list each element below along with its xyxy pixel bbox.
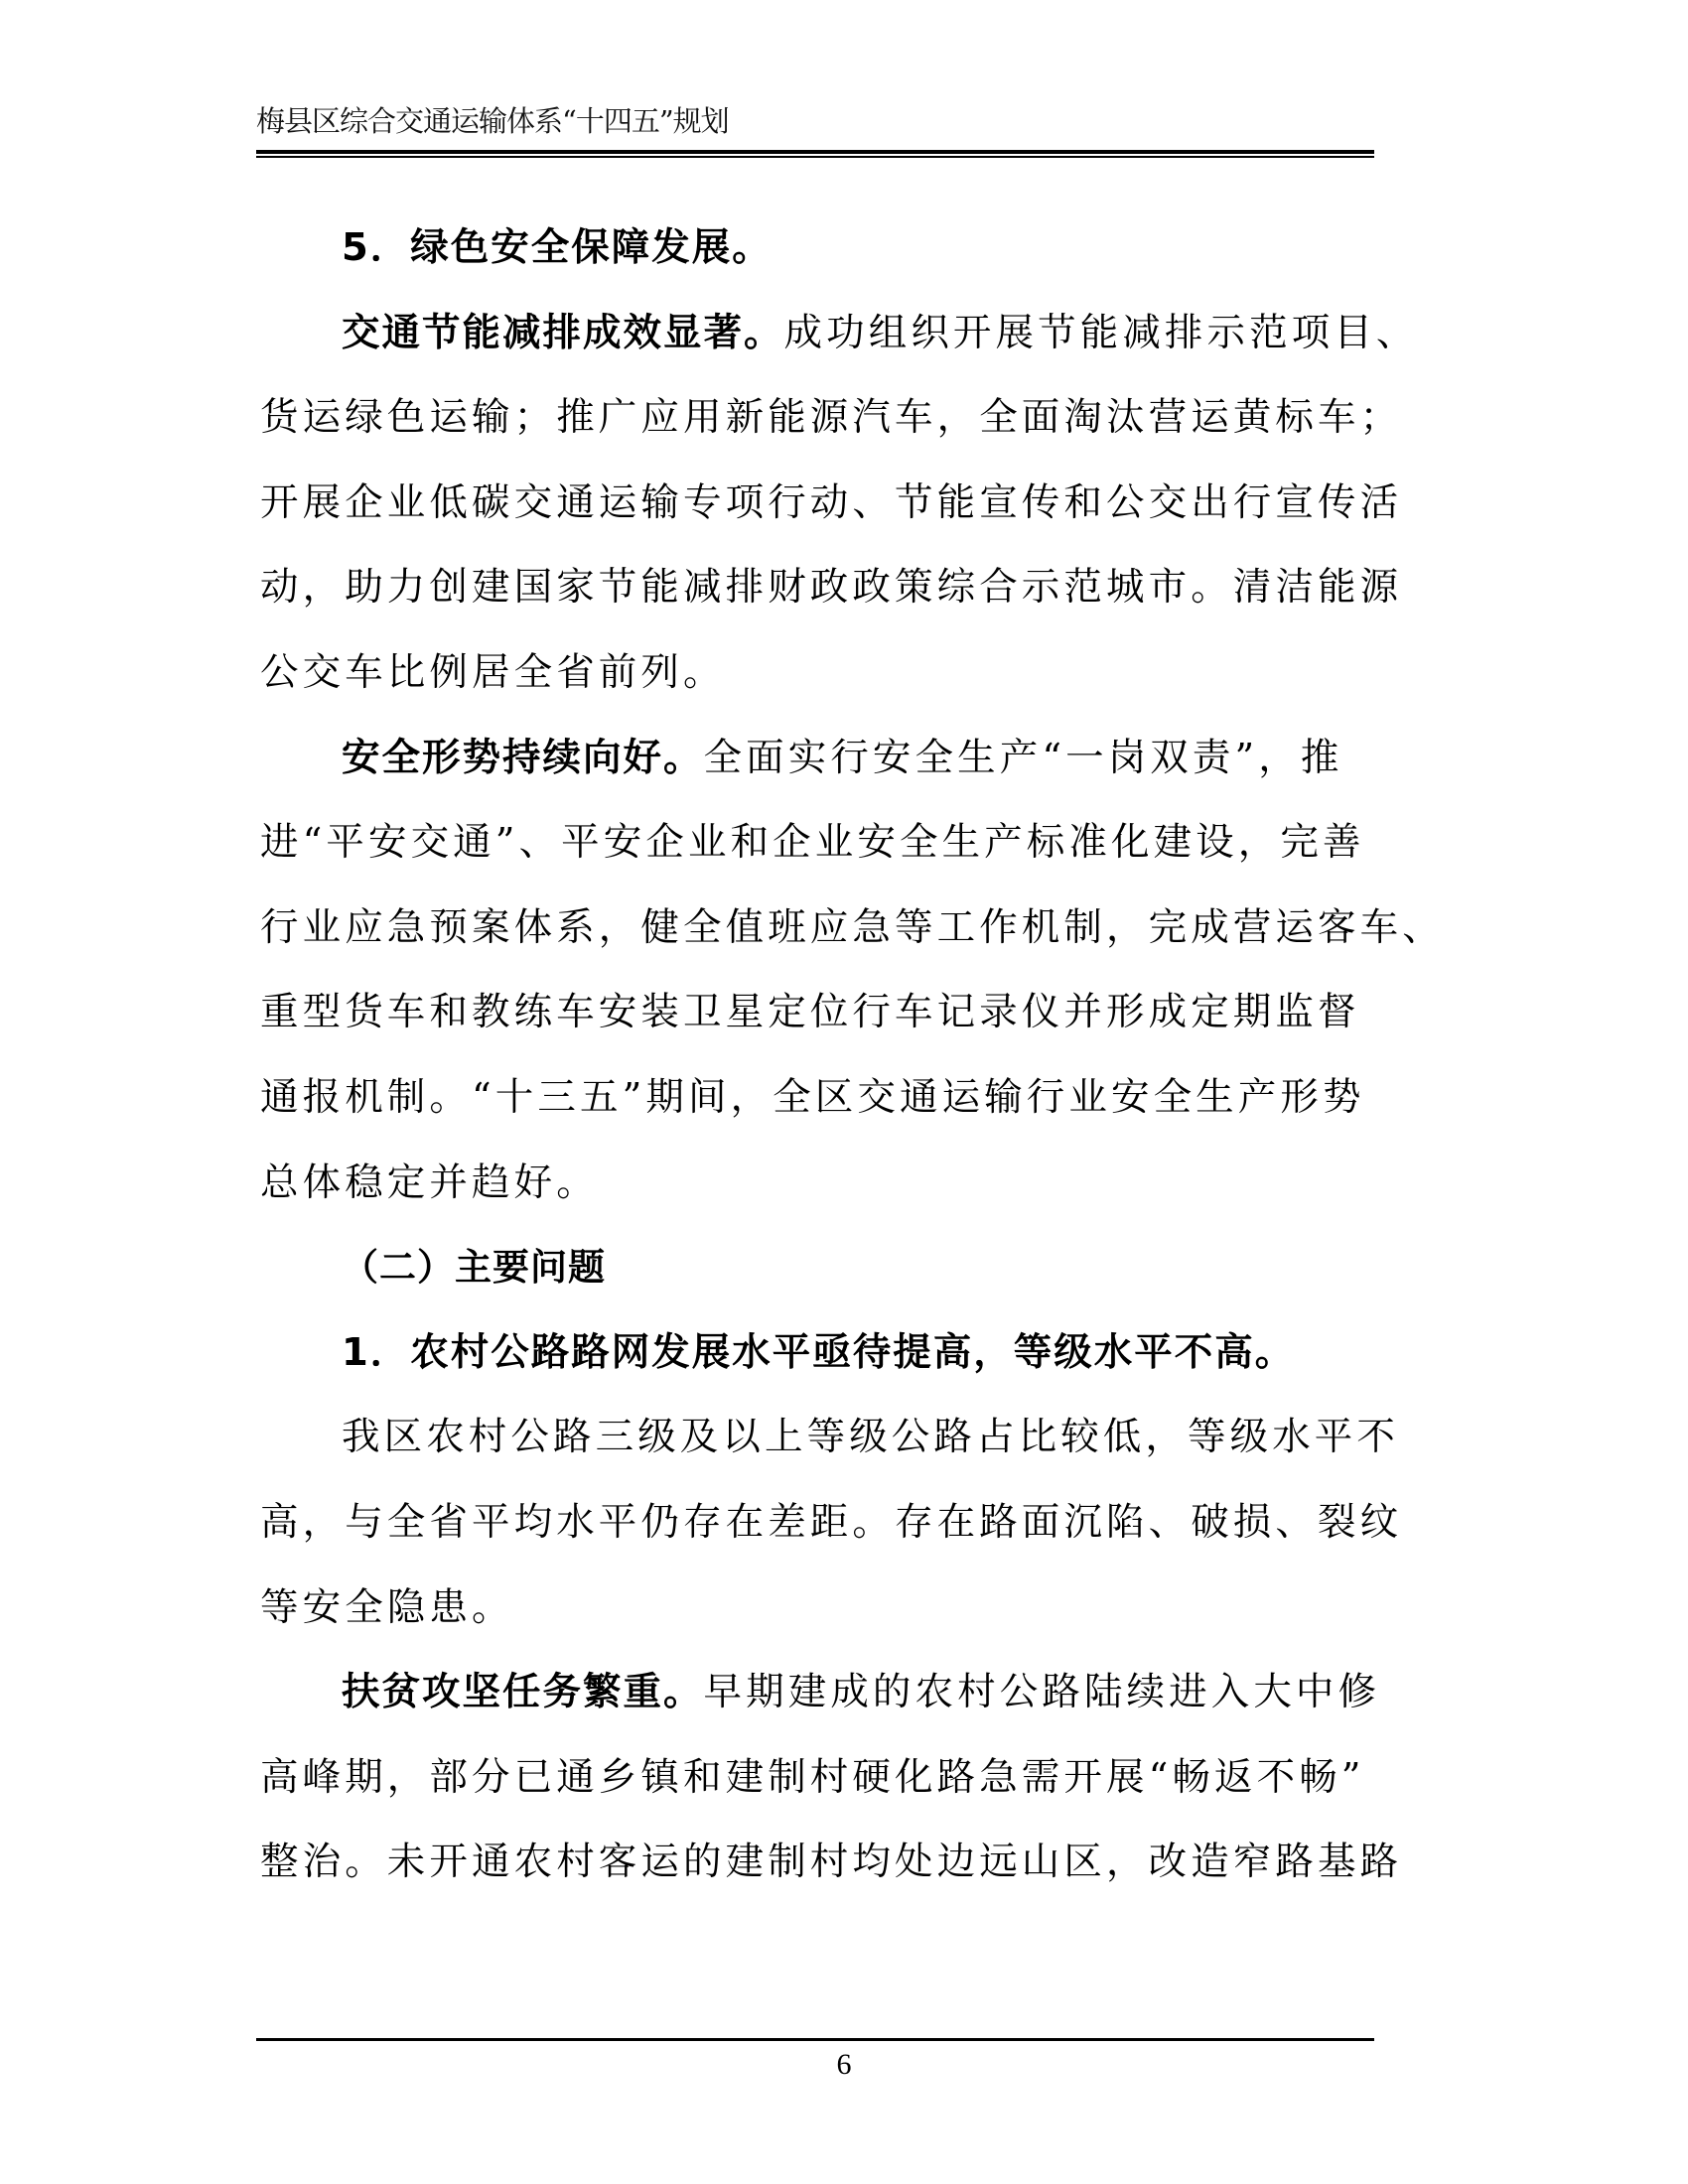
paragraph-text: 成功组织开展节能减排示范项目、	[783, 310, 1419, 355]
running-header: 梅县区综合交通运输体系“十四五”规划	[256, 104, 729, 138]
paragraph-line: 高峰期，部分已通乡镇和建制村硬化路急需开展“畅返不畅”	[260, 1754, 1365, 1800]
paragraph-text: 全面实行安全生产“一岗双责”，推	[703, 735, 1343, 780]
paragraph-line: 高，与全省平均水平仍存在差距。存在路面沉陷、破损、裂纹	[260, 1499, 1403, 1545]
paragraph-line: 进“平安交通”、平安企业和企业安全生产标准化建设，完善	[260, 820, 1365, 866]
page-number: 6	[836, 2048, 852, 2081]
paragraph-line: 货运绿色运输；推广应用新能源汽车，全面淘汰营运黄标车；	[260, 395, 1403, 441]
footer-rule	[256, 2038, 1374, 2041]
paragraph-poverty-line-1	[260, 1650, 1381, 1735]
paragraph-line: 总体稳定并趋好。	[260, 1160, 599, 1205]
paragraph-lead-energy: 交通节能减排成效显著。	[342, 310, 784, 355]
paragraph-line: 开展企业低碳交通运输专项行动、节能宣传和公交出行宣传活	[260, 479, 1403, 525]
paragraph-lead-poverty: 扶贫攻坚任务繁重。	[342, 1670, 704, 1715]
paragraph-line: 通报机制。“十三五”期间，全区交通运输行业安全生产形势	[260, 1074, 1365, 1120]
paragraph-safety-line-1	[260, 716, 1368, 801]
paragraph-lead-safety: 安全形势持续向好。	[342, 735, 704, 780]
paragraph-line: 公交车比例居全省前列。	[260, 649, 726, 695]
paragraph-text: 早期建成的农村公路陆续进入大中修	[703, 1670, 1381, 1715]
paragraph-line: 整治。未开通农村客运的建制村均处边远山区，改造窄路基路	[260, 1840, 1403, 1885]
paragraph-line: 重型货车和教练车安装卫星定位行车记录仪并形成定期监督	[260, 990, 1360, 1035]
heading-rural-roads: 1．农村公路路网发展水平亟待提高，等级水平不高。	[342, 1329, 1296, 1375]
paragraph-energy-line-1	[260, 291, 1419, 376]
paragraph-line: 等安全隐患。	[260, 1584, 514, 1630]
page-body	[260, 205, 1445, 1905]
section-heading-main-problems: （二）主要问题	[342, 1246, 606, 1290]
paragraph-line: 行业应急预案体系，健全值班应急等工作机制，完成营运客车、	[260, 904, 1445, 950]
paragraph-line: 动，助力创建国家节能减排财政政策综合示范城市。清洁能源	[260, 565, 1403, 611]
header-rule-thin	[256, 156, 1374, 158]
paragraph-line: 我区农村公路三级及以上等级公路占比较低，等级水平不	[342, 1415, 1400, 1460]
header-rule	[256, 150, 1374, 154]
heading-green-safety: 5．绿色安全保障发展。	[342, 225, 773, 270]
